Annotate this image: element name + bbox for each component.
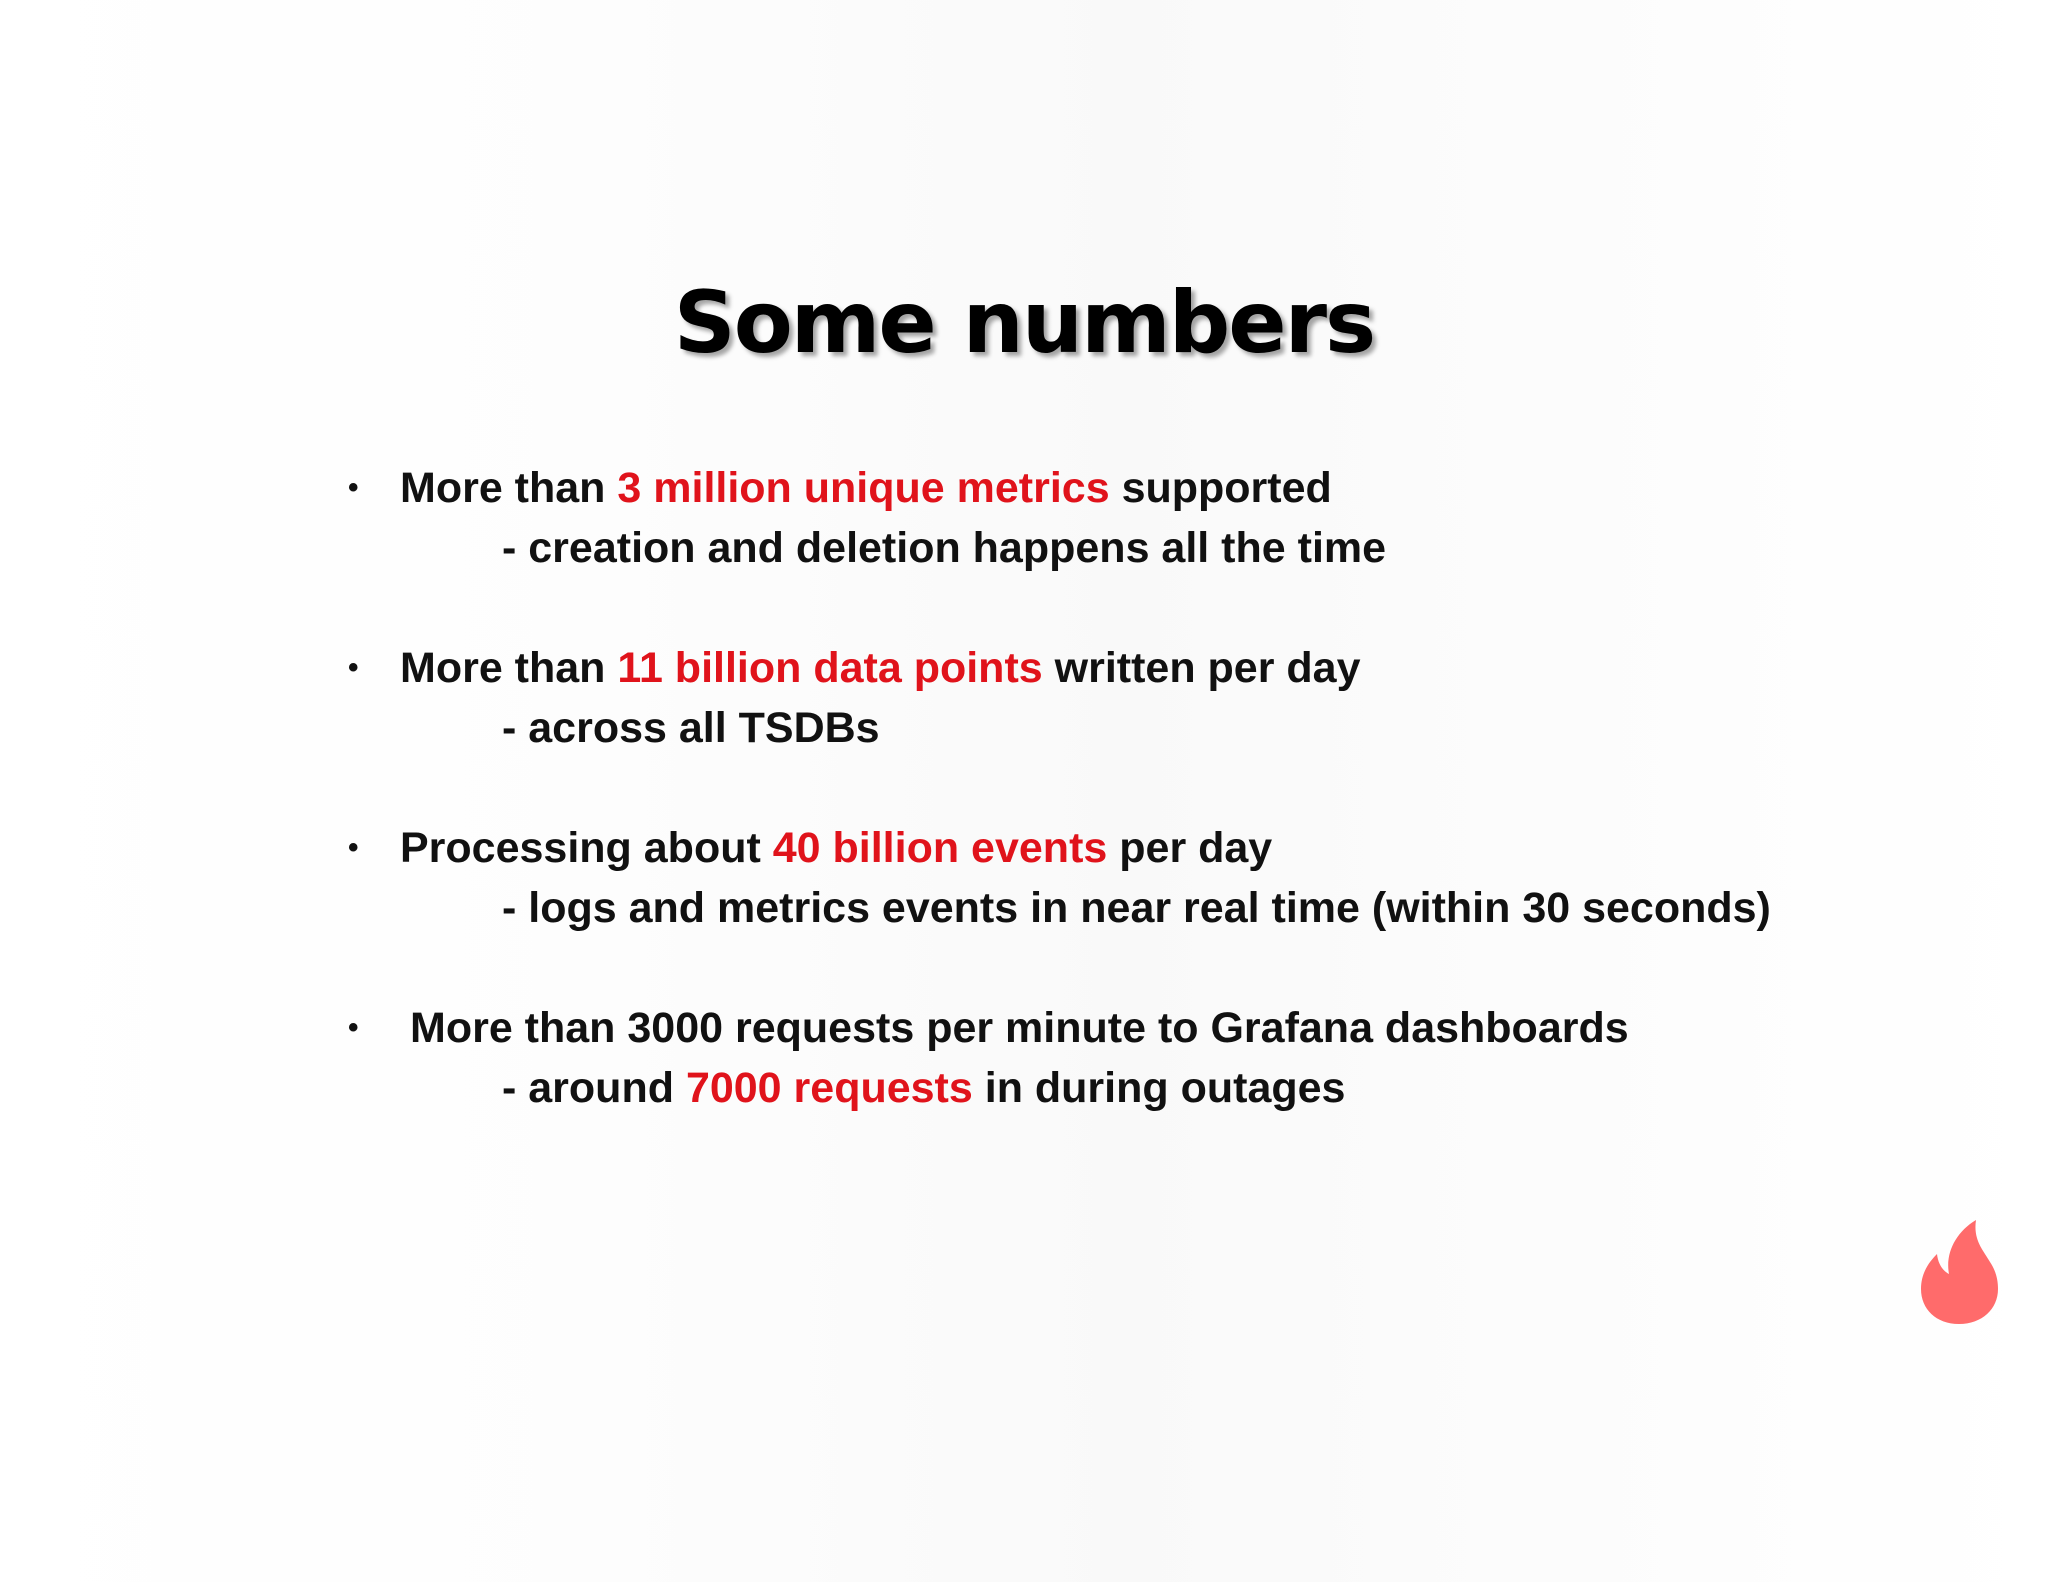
text-segment: supported	[1109, 464, 1332, 512]
text-segment: More than	[400, 464, 618, 512]
text-segment: in during outages	[972, 1064, 1346, 1112]
text-segment: written per day	[1042, 644, 1361, 692]
text-segment: More than 3000 requests per minute to Grafana dashboards	[410, 1004, 1629, 1052]
bullet-sub-text	[348, 1058, 1948, 1118]
text-segment: - around	[502, 1064, 686, 1112]
bullet-main-text	[348, 638, 1948, 698]
text-segment: per day	[1107, 824, 1273, 872]
text-segment: More than	[400, 644, 618, 692]
flame-icon	[1918, 1218, 2000, 1326]
highlighted-text: 11 billion data points	[617, 644, 1043, 692]
bullet-dot: •	[348, 651, 359, 684]
highlighted-text: 7000 requests	[685, 1064, 973, 1112]
bullet-item	[348, 458, 1948, 578]
bullet-sub-text: - logs and metrics events in near real time (within 30 seconds)	[502, 884, 1771, 932]
slide-title: Some numbers	[673, 273, 1375, 373]
bullet-main-text	[348, 818, 1948, 878]
bullet-item	[348, 638, 1948, 758]
bullet-dot: •	[348, 471, 359, 504]
bullet-main-text	[348, 458, 1948, 518]
bullet-sub-text: - across all TSDBs	[502, 704, 880, 752]
bullet-item	[348, 818, 1948, 938]
highlighted-text: 3 million unique metrics	[617, 464, 1110, 512]
bullet-sub-text: - creation and deletion happens all the time	[502, 524, 1387, 572]
bullet-item	[348, 998, 1948, 1118]
bullet-dot: •	[348, 1011, 359, 1044]
bullet-list	[348, 458, 1948, 1178]
text-segment: Processing about	[400, 824, 773, 872]
highlighted-text: 40 billion events	[772, 824, 1108, 872]
bullet-dot: •	[348, 831, 359, 864]
bullet-main-text	[348, 998, 1948, 1058]
